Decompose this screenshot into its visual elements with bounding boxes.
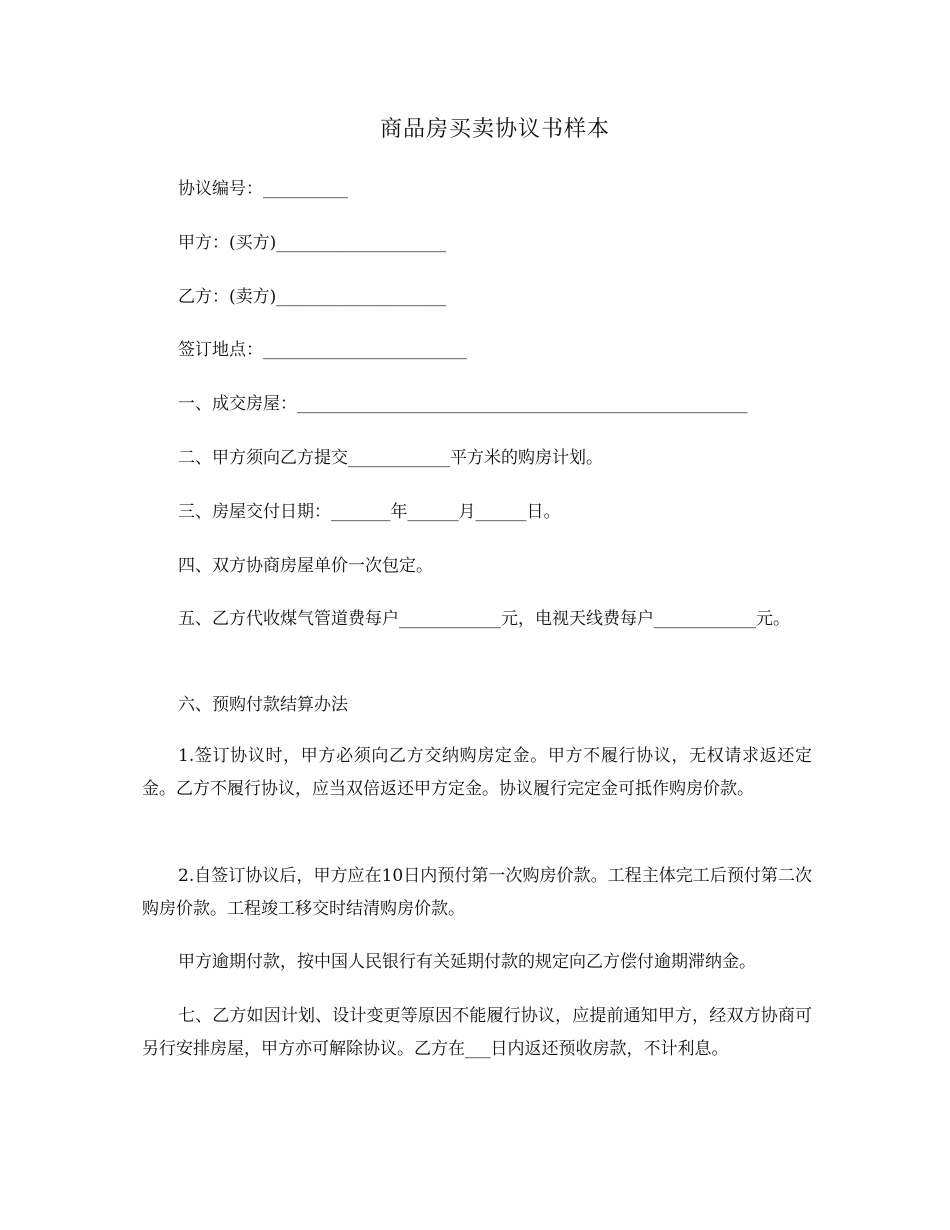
clause-6-item-2: 2.自签订协议后，甲方应在10日内预付第一次购房价款。工程主体完工后预付第二次购房价款。工程竣工移交时结清购房价款。	[142, 866, 812, 919]
clause-2: 二、甲方须向乙方提交____________平方米的购房计划。	[178, 448, 603, 468]
clause-1: 一、成交房屋：_____________________________________________________	[178, 394, 748, 414]
party-b: 乙方：(卖方)____________________	[178, 287, 447, 307]
clause-6-late-payment: 甲方逾期付款，按中国人民银行有关延期付款的规定向乙方偿付逾期滞纳金。	[178, 952, 756, 972]
clause-5: 五、乙方代收煤气管道费每户____________元，电视天线费每户____________元。	[178, 609, 790, 629]
party-a: 甲方：(买方)____________________	[178, 233, 447, 253]
page-title: 商品房买卖协议书样本	[379, 117, 610, 142]
clause-6-heading: 六、预购付款结算办法	[178, 695, 348, 715]
clause-3: 三、房屋交付日期：_______年______月______日。	[178, 502, 561, 522]
clause-4: 四、双方协商房屋单价一次包定。	[178, 556, 433, 576]
signing-place: 签订地点：________________________	[178, 340, 467, 360]
clause-7: 七、乙方如因计划、设计变更等原因不能履行协议，应提前通知甲方，经双方协商可另行安排房屋，甲方亦可解除协议。乙方在___日内返还预收房款，不计利息。	[142, 1006, 812, 1059]
agreement-number: 协议编号：__________	[178, 179, 348, 199]
clause-6-item-1: 1.签订协议时，甲方必须向乙方交纳购房定金。甲方不履行协议，无权请求返还定金。乙方不履行协议，应当双倍返还甲方定金。协议履行完定金可抵作购房价款。	[142, 746, 812, 799]
